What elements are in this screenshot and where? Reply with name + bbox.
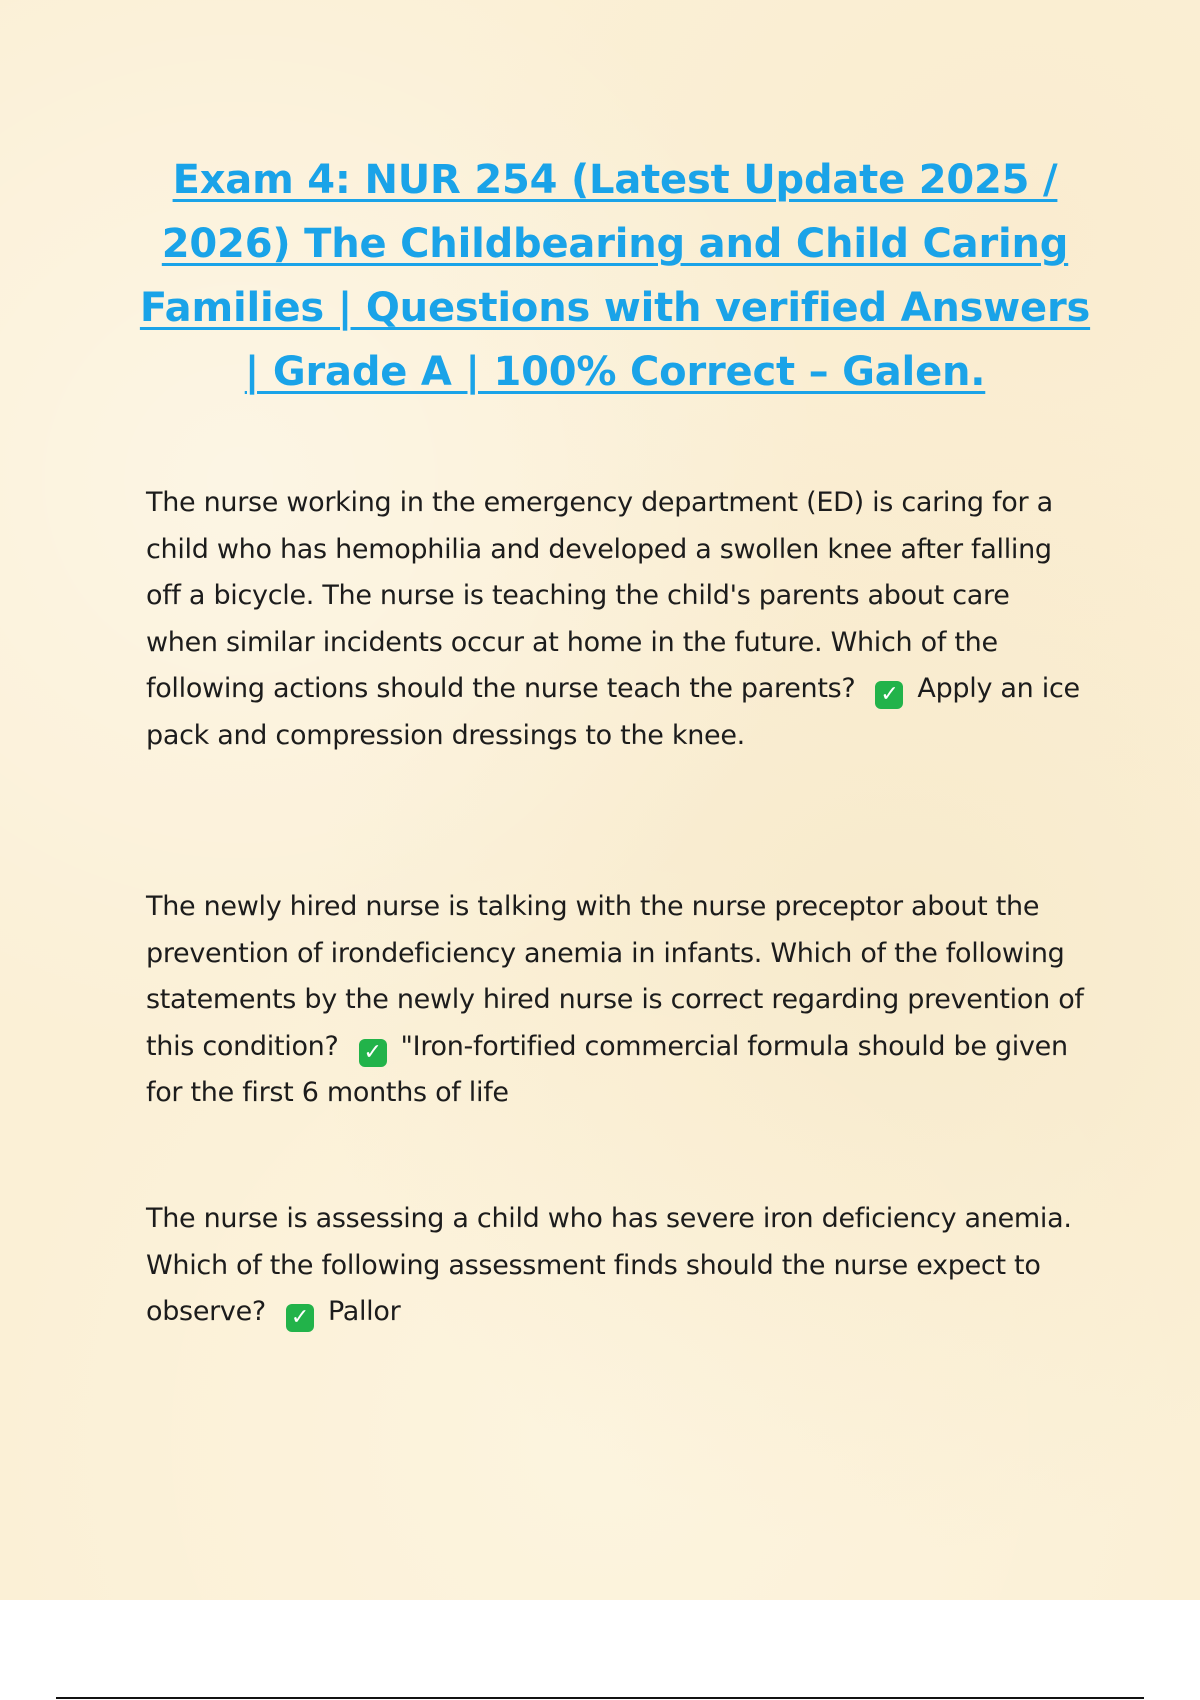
question-block-2: [146, 884, 1086, 1117]
document-title[interactable]: Exam 4: NUR 254 (Latest Update 2025 / 2026) The Childbearing and Child Caring Families | Questions with verified Answers | Grade A | 100% Correct – Galen.: [139, 157, 1091, 395]
question-text: The nurse is assessing a child who has severe iron deficiency anemia. Which of the following assessment finds should the nurse expect to observe?: [146, 1203, 1072, 1327]
check-mark-icon: ✓: [875, 681, 903, 709]
answer-text: Apply an ice pack and compression dressings to the knee.: [146, 673, 1080, 751]
answer-text: Pallor: [327, 1296, 401, 1327]
check-mark-icon: ✓: [286, 1304, 314, 1332]
footer-divider: [56, 1697, 1144, 1699]
question-text: The nurse working in the emergency department (ED) is caring for a child who has hemophilia and developed a swollen knee after falling off a bicycle. The nurse is teaching the child's parents about care when similar incidents occur at home in the future. Which of the following actions should the nurse teach the parents?: [146, 487, 1053, 704]
question-block-1: [146, 480, 1086, 759]
question-block-3: [146, 1196, 1086, 1336]
check-mark-icon: ✓: [359, 1039, 387, 1067]
answer-text: "Iron-fortified commercial formula should be given for the first 6 months of life: [146, 1030, 1068, 1108]
question-text: The newly hired nurse is talking with the nurse preceptor about the prevention of irondeficiency anemia in infants. Which of the following statements by the newly hired nurse is correct regarding prevention of this condition?: [146, 891, 1084, 1062]
